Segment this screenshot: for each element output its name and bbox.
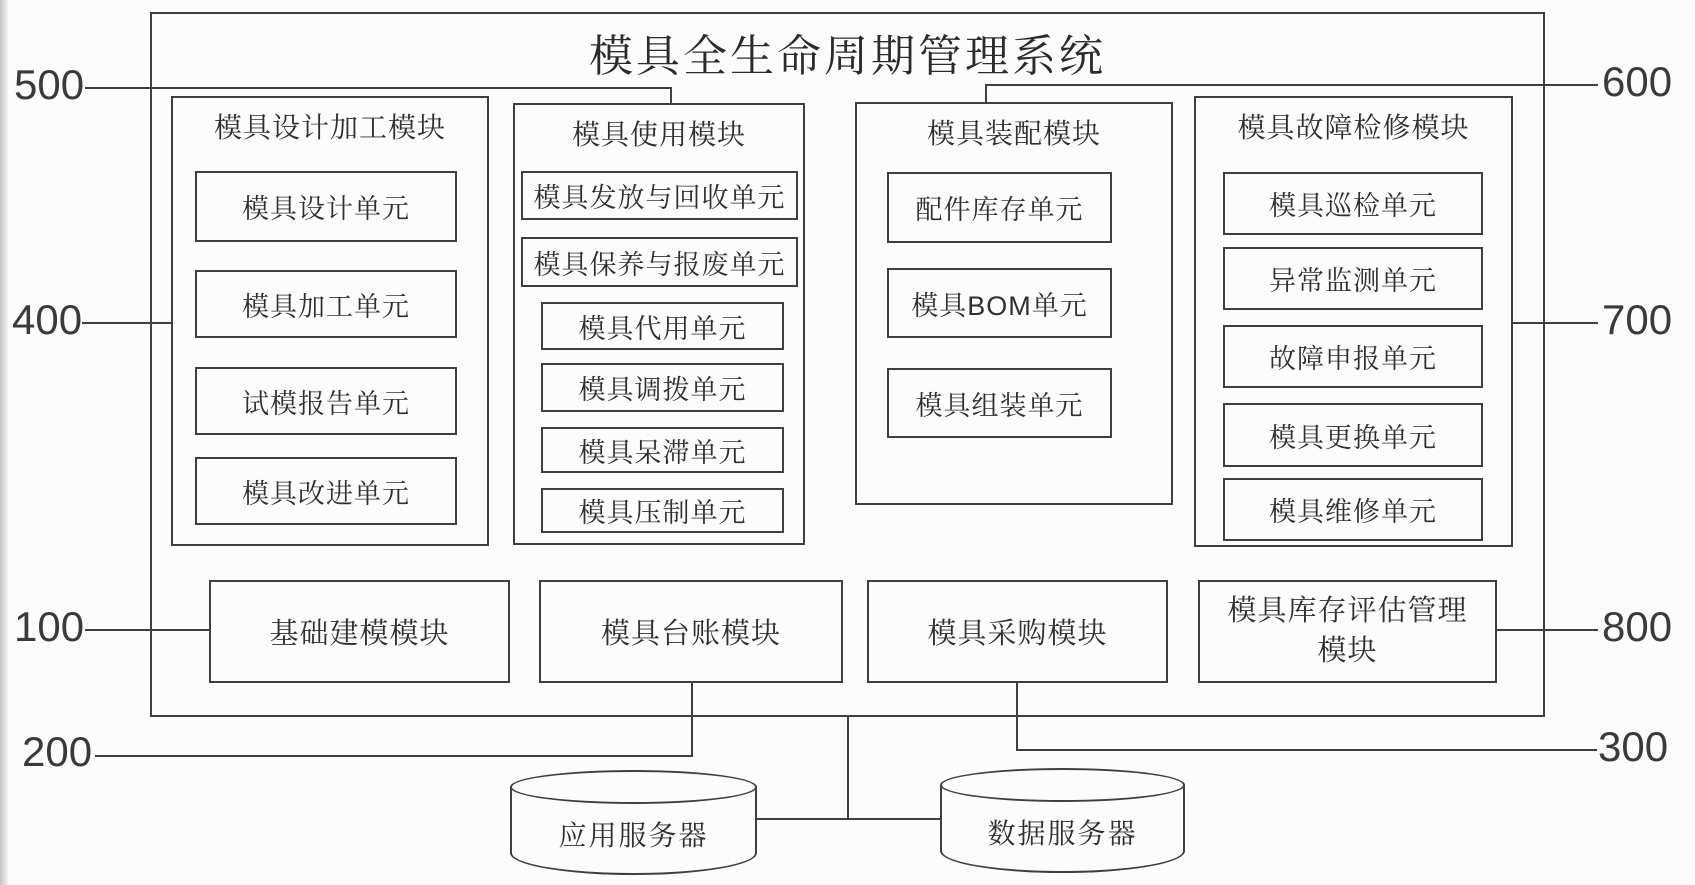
ref-label-700: 700 — [1602, 296, 1673, 343]
data-server-label: 数据服务器 — [987, 818, 1138, 849]
unit-box: 配件库存单元 — [887, 172, 1112, 243]
callout-line-200-h — [95, 755, 693, 757]
unit-box: 模具巡检单元 — [1223, 172, 1483, 235]
module-header-design-processing: 模具设计加工模块 — [213, 112, 446, 143]
bottom-module-procurement: 模具采购模块 — [867, 580, 1168, 683]
module-header-fault-maintenance: 模具故障检修模块 — [1237, 112, 1470, 143]
ref-label-100: 100 — [14, 603, 85, 650]
unit-box: 模具BOM单元 — [887, 268, 1112, 338]
application-server-label: 应用服务器 — [558, 820, 709, 851]
unit-box: 模具设计单元 — [195, 171, 457, 242]
bottom-module-basic-modeling: 基础建模模块 — [209, 580, 510, 683]
application-server-cylinder — [510, 770, 757, 875]
unit-box: 模具改进单元 — [195, 457, 457, 525]
ref-label-300: 300 — [1598, 723, 1669, 770]
unit-box: 试模报告单元 — [195, 367, 457, 435]
data-server-cylinder — [940, 768, 1185, 873]
module-header-usage: 模具使用模块 — [571, 119, 746, 150]
bottom-module-ledger: 模具台账模块 — [539, 580, 843, 683]
scan-edge-artifact — [0, 0, 8, 885]
system-title: 模具全生命周期管理系统 — [589, 32, 1106, 81]
bottom-module-inventory-evaluation — [1198, 580, 1497, 683]
ref-label-600: 600 — [1602, 58, 1673, 105]
ref-label-800: 800 — [1602, 603, 1673, 650]
bottom-module-inventory-evaluation-label: 模具库存评估管理模块 — [1227, 595, 1468, 667]
unit-box: 模具组装单元 — [887, 368, 1112, 438]
ref-label-200: 200 — [22, 728, 93, 775]
unit-box: 模具更换单元 — [1223, 403, 1483, 467]
unit-box: 模具压制单元 — [541, 488, 784, 533]
cylinder-top-ellipse — [940, 768, 1185, 802]
unit-box: 模具呆滞单元 — [541, 427, 784, 473]
ref-label-400: 400 — [12, 296, 83, 343]
module-header-assembly: 模具装配模块 — [926, 118, 1101, 149]
unit-box: 模具加工单元 — [195, 270, 457, 338]
ref-label-500: 500 — [14, 61, 85, 108]
unit-box: 模具代用单元 — [541, 302, 784, 350]
unit-box: 模具调拨单元 — [541, 363, 784, 412]
server-connector-line — [757, 818, 941, 820]
unit-box: 模具保养与报废单元 — [521, 237, 798, 287]
unit-box: 异常监测单元 — [1223, 247, 1483, 310]
system-to-servers-line — [847, 715, 849, 820]
cylinder-top-ellipse — [510, 770, 757, 804]
callout-line-300-h — [1016, 749, 1597, 751]
unit-box: 故障申报单元 — [1223, 325, 1483, 388]
unit-box: 模具发放与回收单元 — [521, 171, 798, 220]
unit-box: 模具维修单元 — [1223, 478, 1483, 541]
